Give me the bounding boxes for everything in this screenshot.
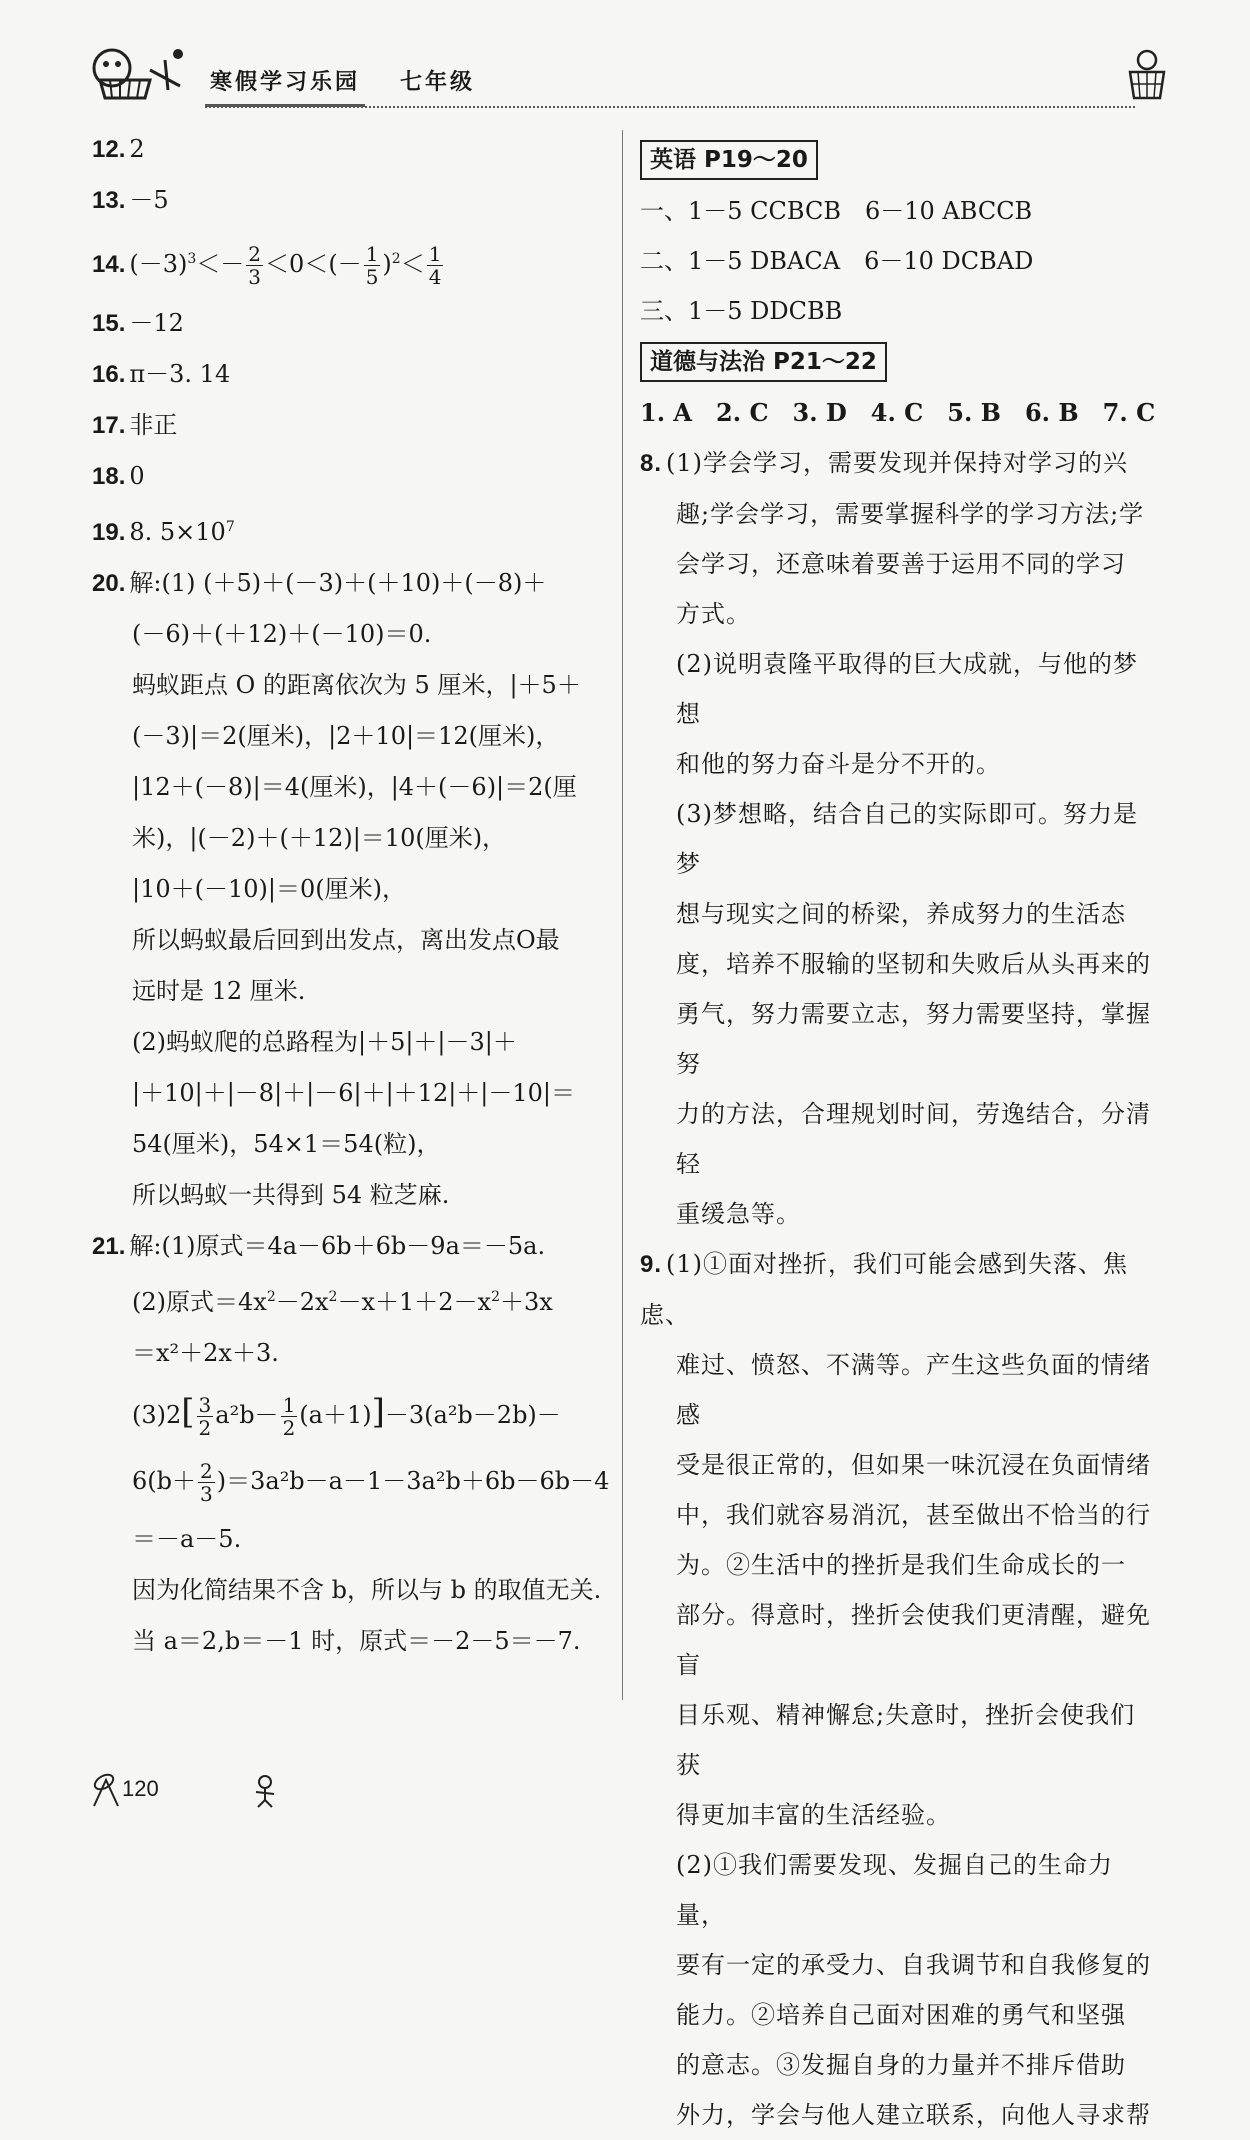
header-grade: 七年级 (400, 69, 476, 95)
header-rule-dotted (205, 106, 1135, 108)
cartoon-logo-icon (90, 40, 200, 100)
left-column (92, 124, 612, 1667)
right-column (640, 134, 1160, 2140)
answer-20: 20. 解:(1) (＋5)＋(－3)＋(＋10)＋(－8)＋ (－6)＋(＋12)＋(－10)＝0. 蚂蚁距点 O 的距离依次为 5 厘米，|＋5＋ (－3)|＝2(厘米)，|2＋10|＝12(厘米)， |12＋(－8)|＝4(厘米)，|4＋(－6)|＝2(厘 米)，|(－2)＋(＋12)|＝10(厘米)， |10＋(－10)|＝0(厘米)， 所以蚂蚁最后回到出发点，离出发点O最 远时是 12 厘米. (2)蚂蚁爬的总路程为|＋5|＋|－3|＋ |＋10|＋|－8|＋|－6|＋|＋12|＋|－10|＝ 54(厘米)，54×1＝54(粒)， 所以蚂蚁一共得到 54 粒芝麻. (92, 569, 581, 1209)
fraction: $\frac{1}{4}$ (428, 242, 442, 289)
fraction: $\frac{3}{2}$ (198, 1393, 212, 1440)
page-number: 120 (122, 1776, 159, 1801)
answer-9: 9. (1)①面对挫折，我们可能会感到失落、焦虑、 难过、愤怒、不满等。产生这些负面的情绪感 受是很正常的，但如果一味沉浸在负面情绪 中，我们就容易消沉，甚至做出不恰当的行 为。②生活中的挫折是我们生命成长的一 部分。得意时，挫折会使我们更清醒，避免盲 目乐观、精神懈怠;失意时，挫折会使我们获 得更加丰富的生活经验。 (2)①我们需要发现、发掘自己的生命力量， 要有一定的承受力、自我调节和自我修复的 能力。②培养自己面对困难的勇气和坚强 的意志。③发掘自身的力量并不排斥借助 外力，学会与他人建立联系，向他人寻求帮 (640, 1250, 1151, 2129)
answer-12: 12. 2 (92, 135, 145, 163)
satellite-dish-icon (90, 1770, 124, 1810)
answer-21: 21. 解:(1)原式＝4a－6b＋6b－9a＝－5a. (2)原式$=4x^2-2x^2-x+1+2-x^2+3x$ ＝x²＋2x＋3. (3)2[ $\frac{3}{2}$ a²b－ $\frac{1}{2}$ (a＋1)]－3(a²b－2b)－ 6(b＋ $\frac{2}{3}$ )＝3a²b－a－1－3a²b＋6b－6b－4 ＝－a－5. 因为化简结果不含 b，所以与 b 的取值无关. 当 a＝2,b＝－1 时，原式＝－2－5＝－7. (92, 1232, 610, 1655)
answer-17: 17. 非正 (92, 411, 178, 439)
moral-choice-answers: 1. A 2. C 3. D 4. C 5. B 6. B 7. C (640, 398, 1156, 427)
cartoon-figure-icon (250, 1774, 280, 1808)
english-answer-2: 二、1－5 DBACA 6－10 DCBAD (640, 247, 1034, 275)
cartoon-box-icon (1124, 48, 1170, 100)
answer-18: 18. 0 (92, 462, 145, 490)
fraction: $\frac{2}{3}$ (200, 1459, 213, 1506)
english-answer-3: 三、1－5 DDCBB (640, 297, 843, 325)
english-section-title: 英语 P19～20 (640, 140, 818, 180)
page-header (90, 40, 1170, 120)
fraction: $\frac{2}{3}$ (248, 242, 262, 289)
answer-15: 15. －12 (92, 309, 184, 337)
answer-19: 19. 8. $5\times 10^7$ (92, 518, 235, 546)
column-divider (622, 130, 623, 1700)
page-footer (90, 1770, 290, 1810)
answer-14: 14. $(-3)^3<-$ $\frac{2}{3}$ ＜0＜(－ $\frac{1}{5}$ )$^2$＜ $\frac{1}{4}$ (92, 242, 442, 289)
header-title: 寒假学习乐园 (210, 69, 361, 95)
moral-section-title: 道德与法治 P21～22 (640, 342, 887, 382)
fraction: $\frac{1}{5}$ (365, 242, 379, 289)
answer-13: 13. －5 (92, 186, 169, 214)
fraction: $\frac{1}{2}$ (282, 1393, 296, 1440)
answer-8: 8. (1)学会学习，需要发现并保持对学习的兴 趣;学会学习，需要掌握科学的学习方法;学 会学习，还意味着要善于运用不同的学习 方式。 (2)说明袁隆平取得的巨大成就，与他的梦想 和他的努力奋斗是分不开的。 (3)梦想略，结合自己的实际即可。努力是梦 想与现实之间的桥梁，养成努力的生活态 度，培养不服输的坚韧和失败后从头再来的 勇气，努力需要立志，努力需要坚持，掌握努 力的方法，合理规划时间，劳逸结合，分清轻 重缓急等。 (640, 449, 1151, 1228)
answer-16: 16. π－3. 14 (92, 360, 231, 388)
english-answer-1: 一、1－5 CCBCB 6－10 ABCCB (640, 197, 1033, 225)
